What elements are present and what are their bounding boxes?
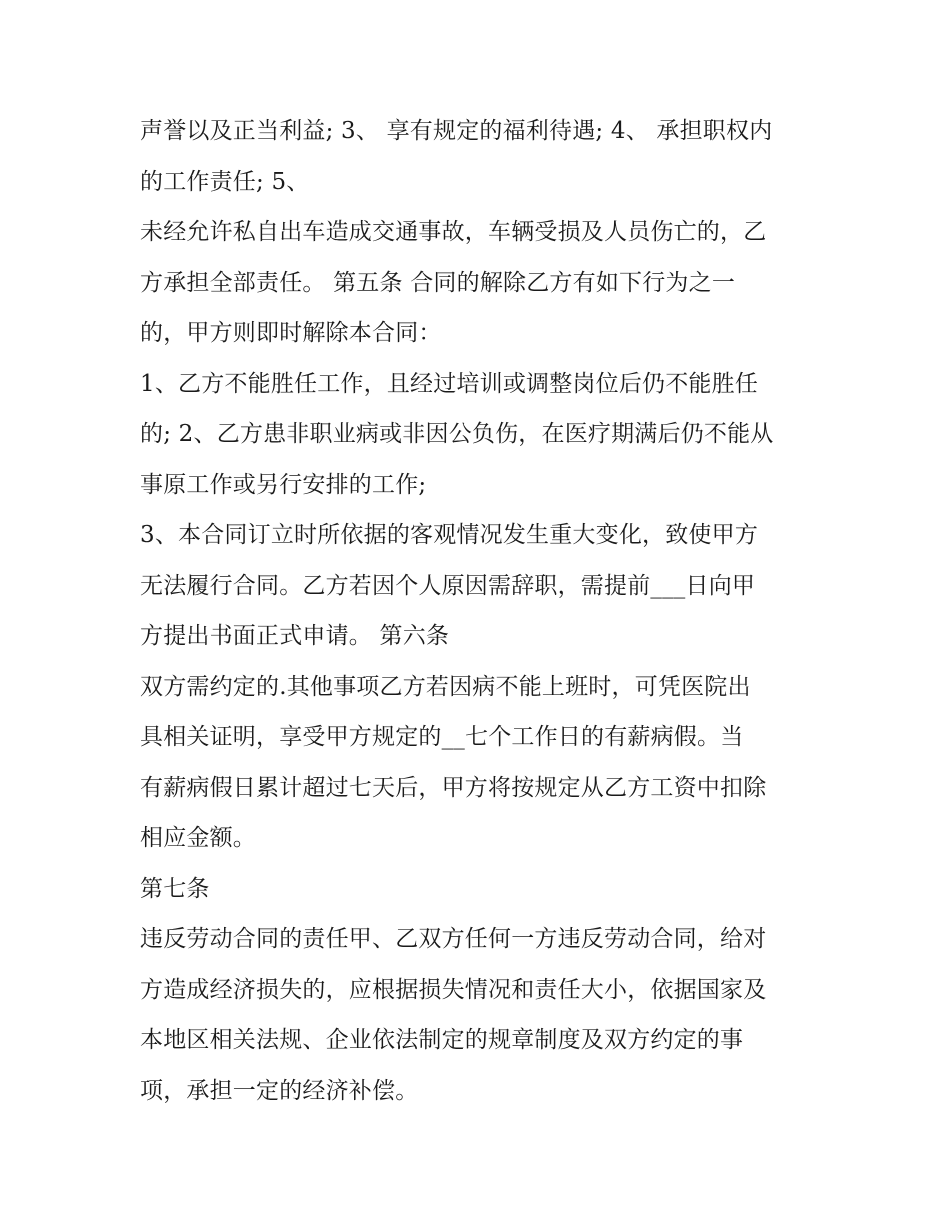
text-line: 无法履行合同。乙方若因个人原因需辞职，需提前___日向甲 xyxy=(140,572,756,599)
text-line: 方造成经济损失的，应根据损失情况和责任大小，依据国家及 xyxy=(140,976,767,1003)
text-line: 的工作责任; 5、 xyxy=(140,168,310,195)
body-text xyxy=(140,106,830,1116)
text-line: 方提出书面正式申请。 第六条 xyxy=(140,623,450,649)
text-line: 项，承担一定的经济补偿。 xyxy=(140,1077,419,1104)
text-line: 3、本合同订立时所依据的客观情况发生重大变化，致使甲方 xyxy=(140,522,759,548)
text-line: 具相关证明，享受甲方规定的__七个工作日的有薪病假。当 xyxy=(140,724,744,750)
text-line: 相应金额。 xyxy=(140,825,256,851)
text-line: 本地区相关法规、企业依法制定的规章制度及双方约定的事 xyxy=(140,1027,744,1053)
text-line: 1、乙方不能胜任工作，且经过培训或调整岗位后仍不能胜任 xyxy=(140,370,759,397)
text-line: 有薪病假日累计超过七天后，甲方将按规定从乙方工资中扣除 xyxy=(140,774,767,801)
text-line: 未经允许私自出车造成交通事故，车辆受损及人员伤亡的，乙 xyxy=(140,219,767,245)
text-line: 违反劳动合同的责任甲、乙双方任何一方违反劳动合同，给对 xyxy=(140,926,767,952)
text-line: 事原工作或另行安排的工作; xyxy=(140,471,427,498)
text-line: 声誉以及正当利益; 3、 享有规定的福利待遇; 4、 承担职权内 xyxy=(140,118,773,144)
text-line: 双方需约定的.其他事项乙方若因病不能上班时，可凭医院出 xyxy=(140,673,751,700)
text-line: 方承担全部责任。 第五条 合同的解除乙方有如下行为之一 xyxy=(140,269,736,296)
text-line: 的，甲方则即时解除本合同： xyxy=(140,320,442,346)
text-line: 的; 2、乙方患非职业病或非因公负伤，在医疗期满后仍不能从 xyxy=(140,421,774,447)
text-line: 第七条 xyxy=(140,875,210,902)
